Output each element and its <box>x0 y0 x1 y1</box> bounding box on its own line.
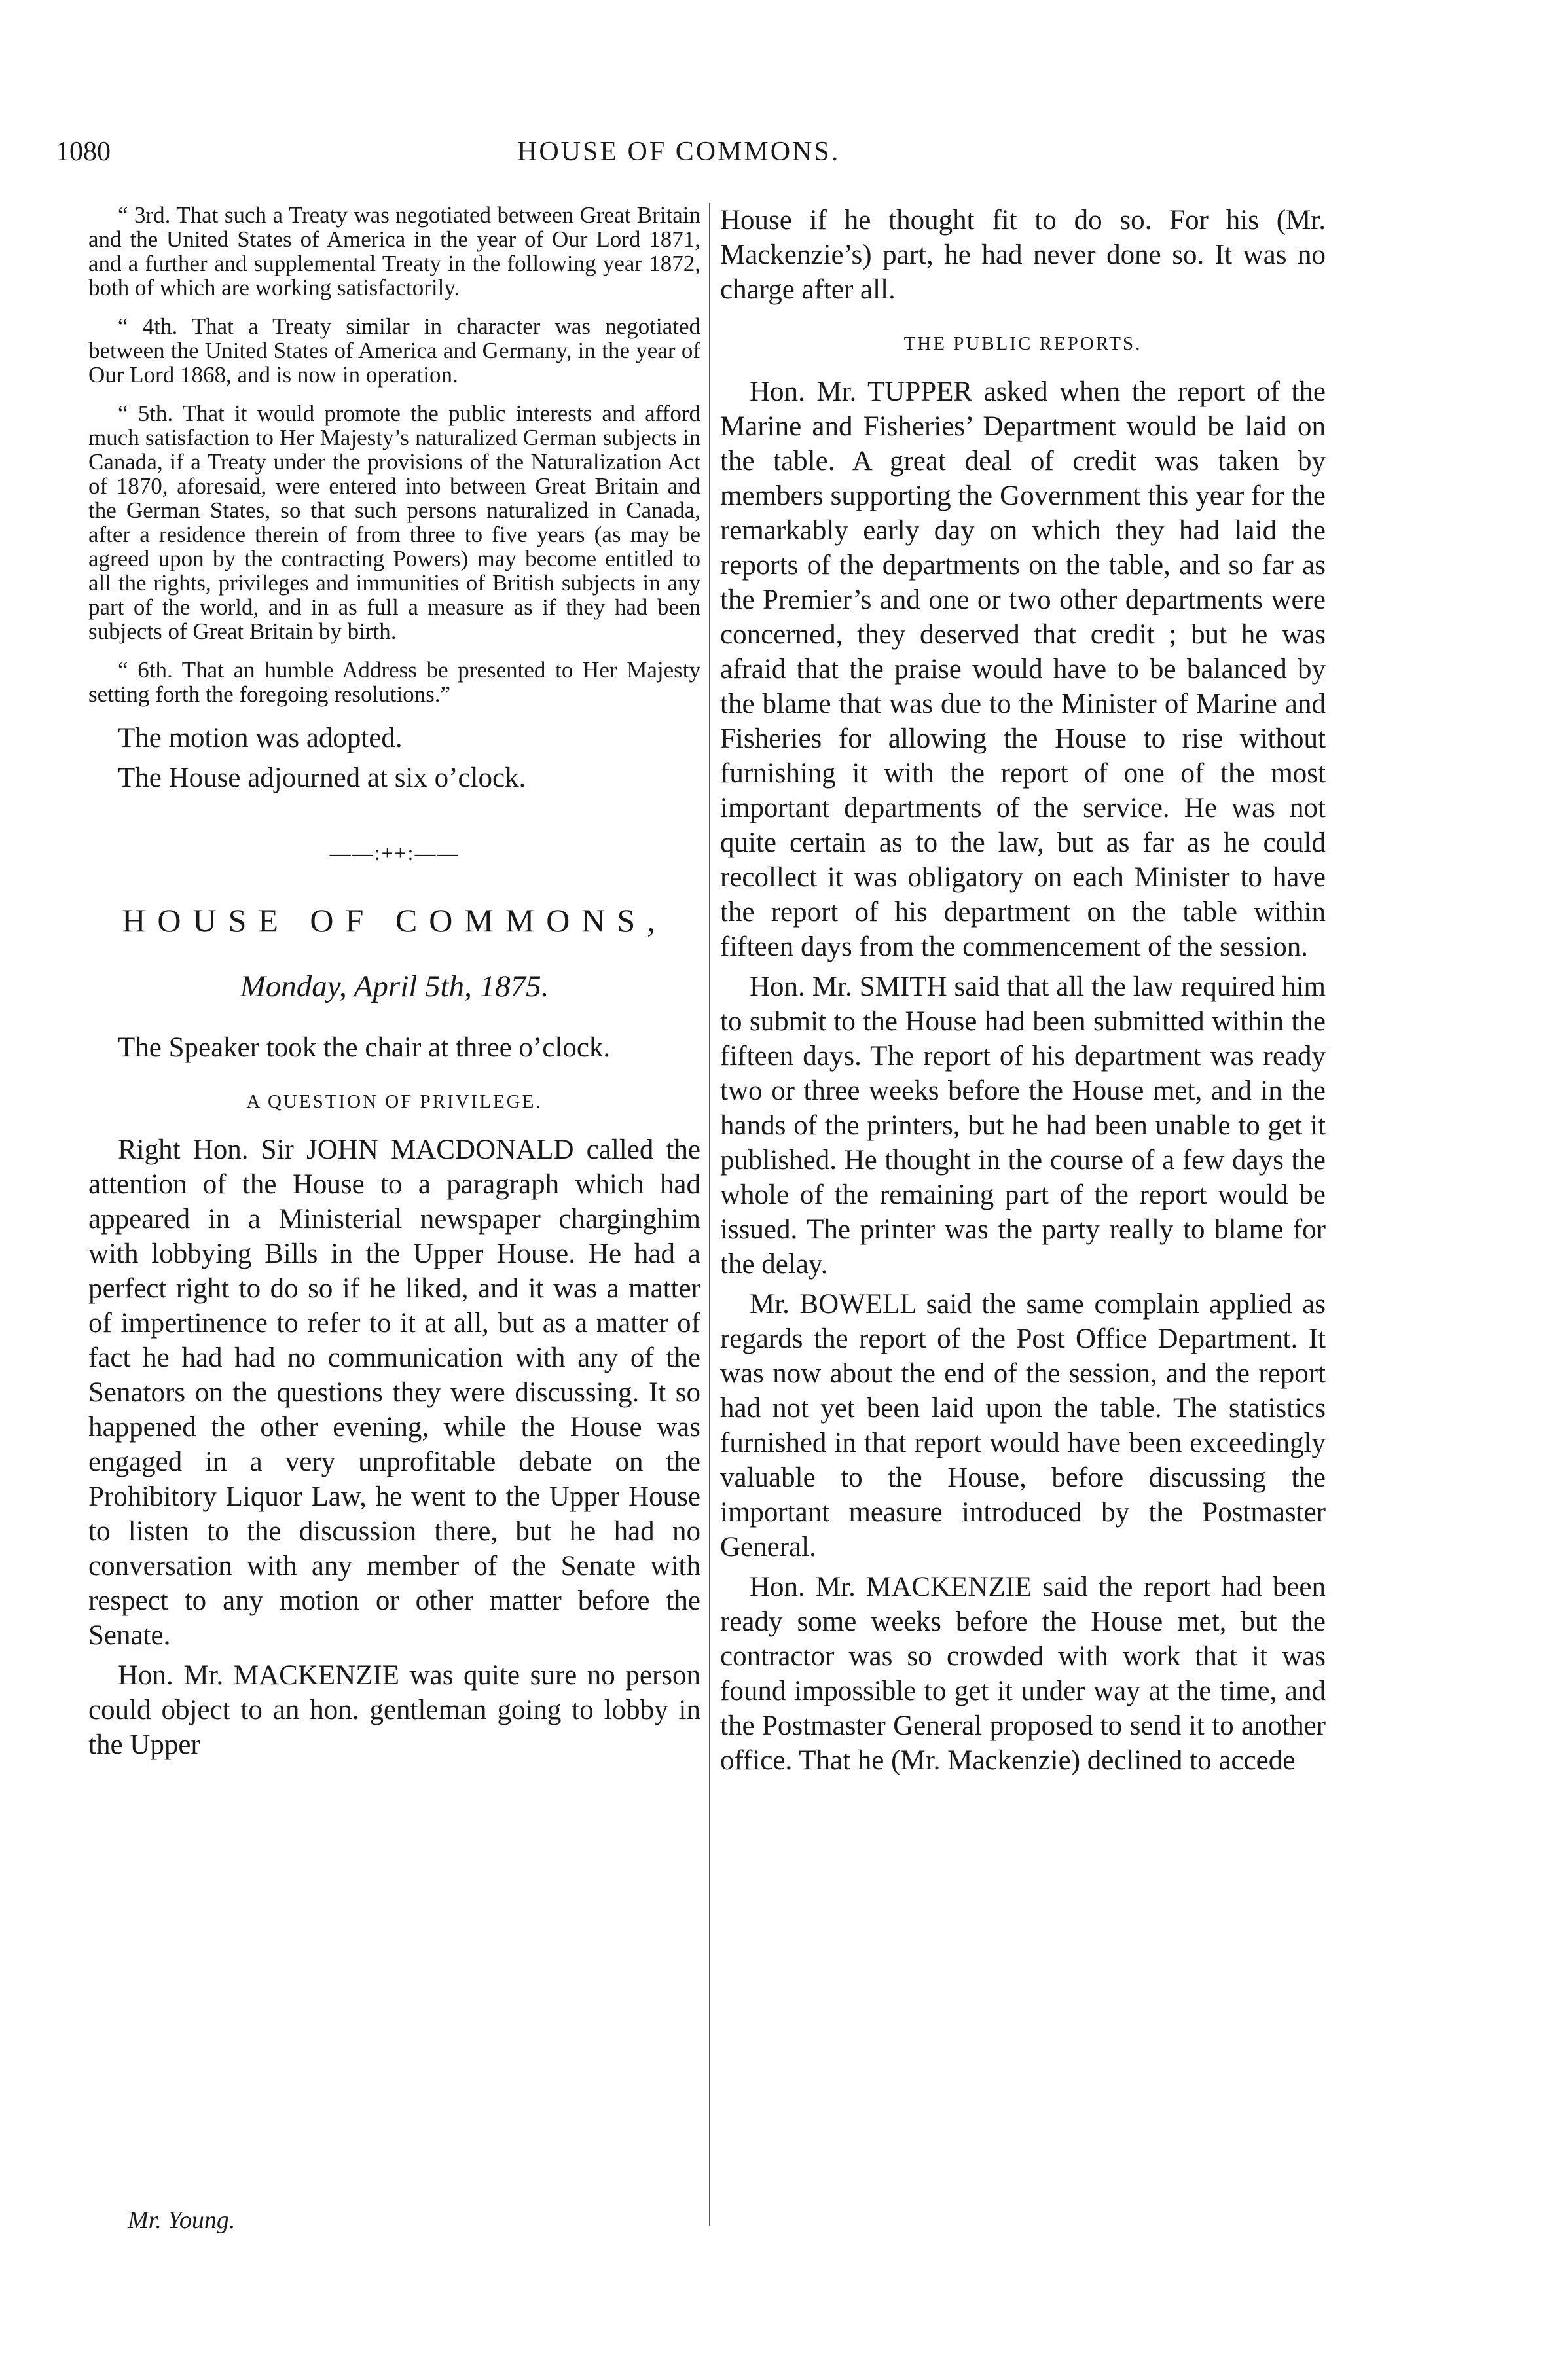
resolution-6th: “ 6th. That an humble Address be presented to Her Majesty setting forth the foregoing resolutions.” <box>88 657 700 707</box>
motion-adopted: The motion was adopted. <box>118 723 403 753</box>
continuation-paragraph: House if he thought fit to do so. For his (Mr. Mackenzie’s) part, he had never done so. It was no charge after all. <box>720 205 1326 305</box>
footer-catchword: Mr. Young. <box>128 2207 236 2234</box>
mackenzie-paragraph: Hon. Mr. MACKENZIE was quite sure no person could object to an hon. gentleman going to lobby in the Upper <box>88 1660 700 1760</box>
tupper-paragraph: Hon. Mr. TUPPER asked when the report of the Marine and Fisheries’ Department would be laid on the table. A great deal of credit was taken by members supporting the Government this year for the remarkably early day on which they had laid the reports of the departments on the table, and so far as the Premier’s and one or two other departments were concerned, they deserved that credit ; but he was afraid that the praise would have to be balanced by the blame that was due to the Minister of Marine and Fisheries for allowing the House to rise without furnishing it with the report of one of the most important departments of the service. He was not quite certain as to the law, but as far as he could recollect it was obligatory on each Minister to have the report of his department on the table within fifteen days from the commencement of the session. <box>720 376 1326 962</box>
section-separator: ——:++:—— <box>329 841 460 865</box>
macdonald-paragraph: Right Hon. Sir JOHN MACDONALD called the attention of the House to a paragraph which had appeared in a Ministerial newspaper charginghim with lobbying Bills in the Upper House. He had a perfect right to do so if he liked, and it was a matter of impertinence to refer to it at all, but as a matter of fact he had had no communication with any of the Senators on the questions they were discussing. It so happened the other evening, while the House was engaged in a very unprofitable debate on the Prohibitory Liquor Law, he went to the Upper House to listen to the discussion there, but he had no conversation with any member of the Senate with respect to any motion or other matter before the Senate. <box>88 1134 700 1651</box>
running-head: HOUSE OF COMMONS. <box>517 137 841 167</box>
mackenzie-reply-paragraph: Hon. Mr. MACKENZIE said the report had been ready some weeks before the House met, but the contractor was so crowded with work that it was found impossible to get it under way at the time, and the Postmaster General proposed to send it to another office. That he (Mr. Mackenzie) declined to accede <box>720 1572 1326 1776</box>
column-rule <box>709 203 710 2226</box>
resolution-4th: “ 4th. That a Treaty similar in character was negotiated between the United States of America and Germany, in the year of Our Lord 1868, and is now in operation. <box>88 314 700 388</box>
smith-paragraph: Hon. Mr. SMITH said that all the law required him to submit to the House had been submitted within the fifteen days. The report of his department was ready two or three weeks before the House met, and in the hands of the printers, but he had been unable to get it published. He thought in the course of a few days the whole of the remaining part of the report would be issued. The printer was the party really to blame for the delay. <box>720 971 1326 1280</box>
left-column <box>88 203 700 1767</box>
speaker-paragraph: The Speaker took the chair at three o’clock. <box>118 1032 611 1063</box>
resolution-3rd: “ 3rd. That such a Treaty was negotiated between Great Britain and the United States of America in the year of Our Lord 1871, and a further and supplemental Treaty in the following year 1872, both of which are working satisfactorily. <box>88 202 700 300</box>
section-heading-reports: THE PUBLIC REPORTS. <box>903 333 1142 354</box>
bowell-paragraph: Mr. BOWELL said the same complain applied as regards the report of the Post Office Department. It was now about the end of the session, and the report had not yet been laid upon the table. The statistics furnished in that report would have been exceedingly valuable to the House, before discussing the important measure introduced by the Postmaster General. <box>720 1289 1326 1562</box>
sitting-date: Monday, April 5th, 1875. <box>240 969 549 1003</box>
resolution-5th: “ 5th. That it would promote the public interests and afford much satisfaction to Her Majesty’s naturalized German subjects in Canada, if a Treaty under the provisions of the Naturalization Act of 1870, aforesaid, were entered into between Great Britain and the German States, so that such persons naturalized in Canada, after a residence therein of from three to five years (as may be agreed upon by the contracting Powers) may become entitled to all the rights, privileges and immunities of British subjects in any part of the world, and in as full a measure as if they had been subjects of Great Britain by birth. <box>88 401 700 644</box>
right-column <box>720 203 1326 1783</box>
section-heading-privilege: A QUESTION OF PRIVILEGE. <box>246 1091 543 1112</box>
house-adjourned: The House adjourned at six o’clock. <box>118 763 526 793</box>
house-title: HOUSE OF COMMONS, <box>122 902 667 939</box>
page-number: 1080 <box>56 137 111 167</box>
